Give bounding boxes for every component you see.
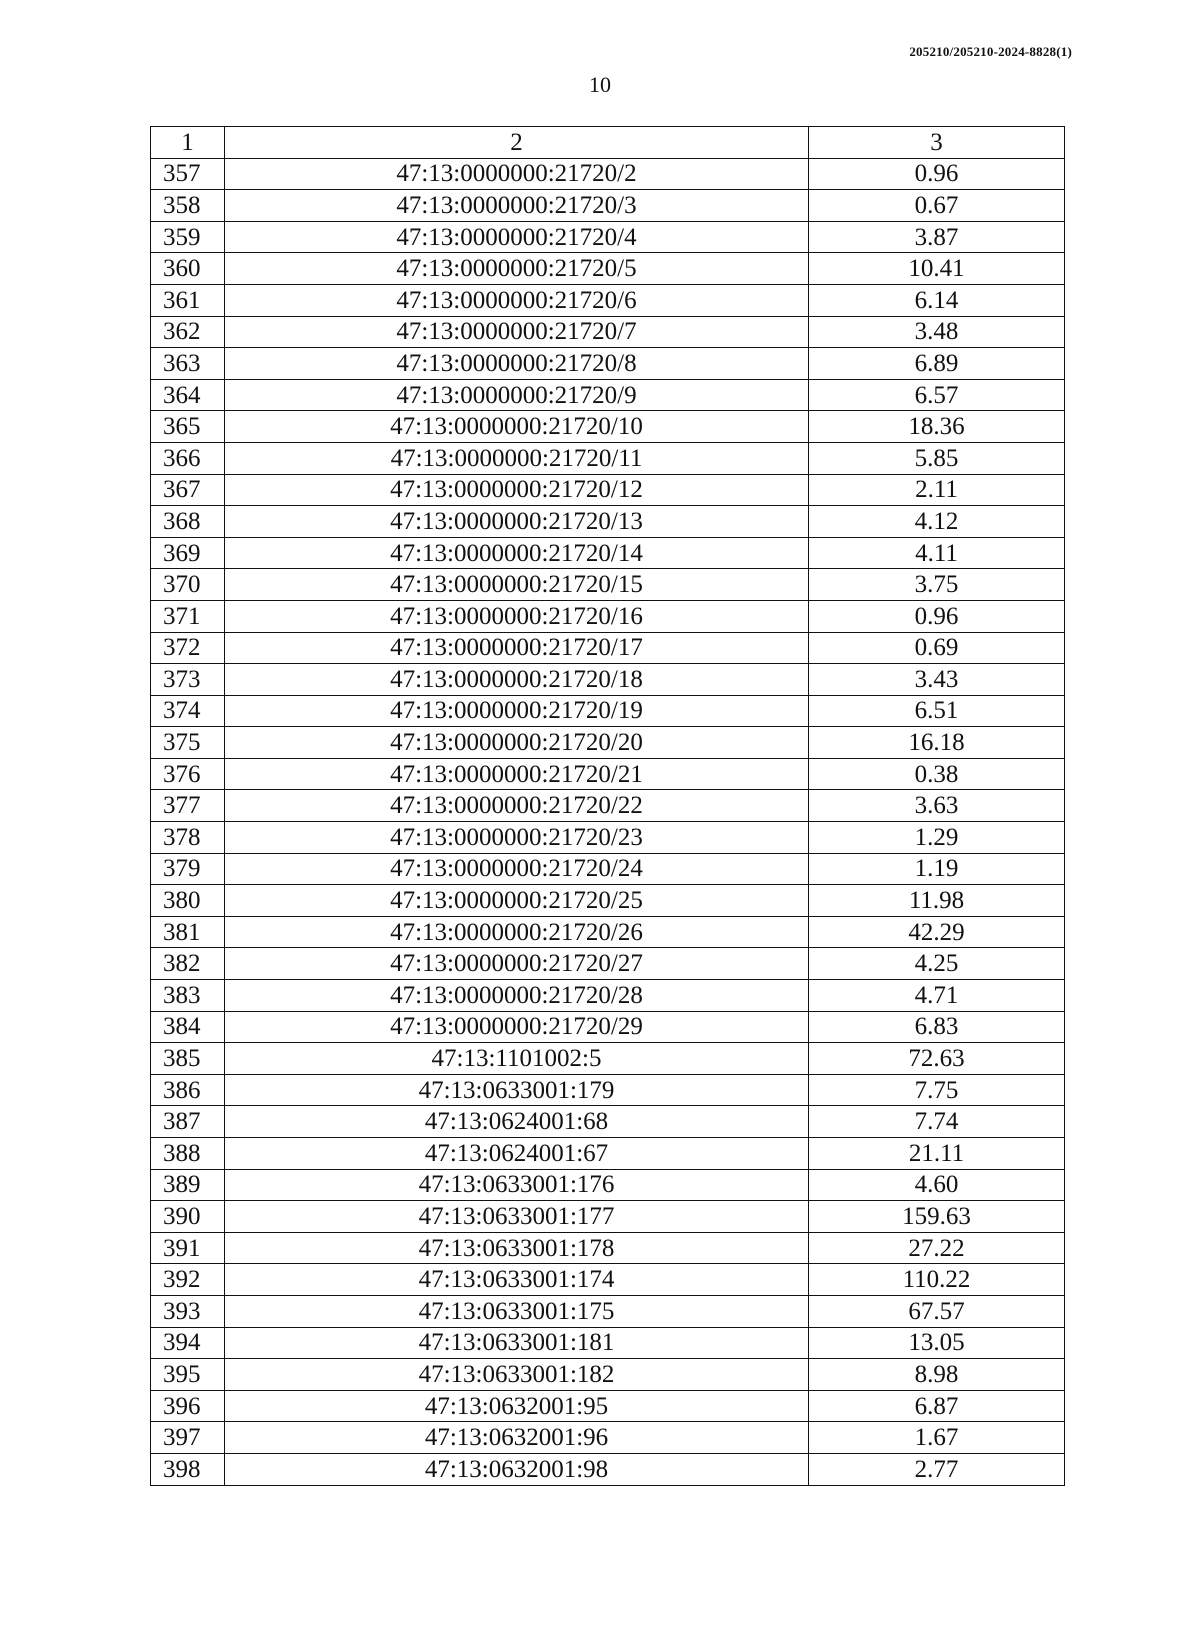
cadastral-number: 47:13:0000000:21720/12 <box>225 474 809 506</box>
column-header-1: 1 <box>151 127 225 159</box>
table-row <box>151 1359 1065 1391</box>
row-number: 390 <box>151 1201 225 1233</box>
parcel-table <box>150 126 1065 1486</box>
table-row <box>151 1074 1065 1106</box>
area-value: 1.67 <box>809 1422 1065 1454</box>
table-row <box>151 916 1065 948</box>
row-number: 362 <box>151 316 225 348</box>
cadastral-number: 47:13:0000000:21720/16 <box>225 600 809 632</box>
row-number: 395 <box>151 1359 225 1391</box>
table-row <box>151 885 1065 917</box>
table-row <box>151 537 1065 569</box>
row-number: 383 <box>151 980 225 1012</box>
cadastral-number: 47:13:0000000:21720/4 <box>225 221 809 253</box>
cadastral-number: 47:13:0000000:21720/29 <box>225 1011 809 1043</box>
area-value: 0.38 <box>809 758 1065 790</box>
cadastral-number: 47:13:0000000:21720/28 <box>225 980 809 1012</box>
cadastral-number: 47:13:0632001:98 <box>225 1453 809 1485</box>
area-value: 18.36 <box>809 411 1065 443</box>
area-value: 3.43 <box>809 664 1065 696</box>
row-number: 386 <box>151 1074 225 1106</box>
row-number: 370 <box>151 569 225 601</box>
row-number: 359 <box>151 221 225 253</box>
table-row <box>151 506 1065 538</box>
row-number: 357 <box>151 158 225 190</box>
cadastral-number: 47:13:0624001:67 <box>225 1138 809 1170</box>
table-row <box>151 1201 1065 1233</box>
row-number: 361 <box>151 284 225 316</box>
cadastral-number: 47:13:0000000:21720/7 <box>225 316 809 348</box>
row-number: 366 <box>151 442 225 474</box>
cadastral-number: 47:13:0000000:21720/10 <box>225 411 809 443</box>
cadastral-number: 47:13:0000000:21720/5 <box>225 253 809 285</box>
cadastral-number: 47:13:0633001:174 <box>225 1264 809 1296</box>
row-number: 365 <box>151 411 225 443</box>
area-value: 6.14 <box>809 284 1065 316</box>
table-row <box>151 1295 1065 1327</box>
cadastral-number: 47:13:0633001:175 <box>225 1295 809 1327</box>
row-number: 378 <box>151 822 225 854</box>
table-row <box>151 1138 1065 1170</box>
cadastral-number: 47:13:0000000:21720/19 <box>225 695 809 727</box>
area-value: 11.98 <box>809 885 1065 917</box>
table-row <box>151 569 1065 601</box>
row-number: 381 <box>151 916 225 948</box>
area-value: 6.57 <box>809 379 1065 411</box>
table-row <box>151 1422 1065 1454</box>
cadastral-number: 47:13:0000000:21720/24 <box>225 853 809 885</box>
area-value: 110.22 <box>809 1264 1065 1296</box>
cadastral-number: 47:13:0633001:179 <box>225 1074 809 1106</box>
row-number: 375 <box>151 727 225 759</box>
area-value: 7.75 <box>809 1074 1065 1106</box>
area-value: 0.96 <box>809 600 1065 632</box>
area-value: 0.96 <box>809 158 1065 190</box>
cadastral-number: 47:13:0632001:96 <box>225 1422 809 1454</box>
page-number: 10 <box>589 72 611 97</box>
table-row <box>151 221 1065 253</box>
cadastral-number: 47:13:0000000:21720/21 <box>225 758 809 790</box>
row-number: 382 <box>151 948 225 980</box>
area-value: 0.69 <box>809 632 1065 664</box>
cadastral-number: 47:13:0633001:181 <box>225 1327 809 1359</box>
table-row <box>151 284 1065 316</box>
cadastral-number: 47:13:0000000:21720/13 <box>225 506 809 538</box>
cadastral-number: 47:13:0000000:21720/9 <box>225 379 809 411</box>
area-value: 3.63 <box>809 790 1065 822</box>
cadastral-number: 47:13:0000000:21720/22 <box>225 790 809 822</box>
row-number: 367 <box>151 474 225 506</box>
area-value: 16.18 <box>809 727 1065 759</box>
row-number: 358 <box>151 190 225 222</box>
cadastral-number: 47:13:0000000:21720/25 <box>225 885 809 917</box>
row-number: 387 <box>151 1106 225 1138</box>
area-value: 7.74 <box>809 1106 1065 1138</box>
document-reference: 205210/205210-2024-8828(1) <box>909 44 1072 59</box>
column-header-2: 2 <box>225 127 809 159</box>
area-value: 2.77 <box>809 1453 1065 1485</box>
row-number: 369 <box>151 537 225 569</box>
row-number: 368 <box>151 506 225 538</box>
row-number: 374 <box>151 695 225 727</box>
table-row <box>151 190 1065 222</box>
cadastral-number: 47:13:0000000:21720/3 <box>225 190 809 222</box>
area-value: 72.63 <box>809 1043 1065 1075</box>
area-value: 3.87 <box>809 221 1065 253</box>
area-value: 27.22 <box>809 1232 1065 1264</box>
table-row <box>151 1327 1065 1359</box>
table-row <box>151 758 1065 790</box>
column-header-3: 3 <box>809 127 1065 159</box>
row-number: 394 <box>151 1327 225 1359</box>
row-number: 377 <box>151 790 225 822</box>
row-number: 364 <box>151 379 225 411</box>
area-value: 4.71 <box>809 980 1065 1012</box>
cadastral-number: 47:13:0633001:176 <box>225 1169 809 1201</box>
row-number: 379 <box>151 853 225 885</box>
area-value: 13.05 <box>809 1327 1065 1359</box>
table-row <box>151 822 1065 854</box>
cadastral-number: 47:13:0000000:21720/26 <box>225 916 809 948</box>
cadastral-number: 47:13:0633001:177 <box>225 1201 809 1233</box>
row-number: 376 <box>151 758 225 790</box>
area-value: 3.48 <box>809 316 1065 348</box>
table-row <box>151 1232 1065 1264</box>
area-value: 4.25 <box>809 948 1065 980</box>
row-number: 389 <box>151 1169 225 1201</box>
cadastral-number: 47:13:0000000:21720/20 <box>225 727 809 759</box>
table-row <box>151 411 1065 443</box>
table-row <box>151 1390 1065 1422</box>
cadastral-number: 47:13:0000000:21720/17 <box>225 632 809 664</box>
table-row <box>151 1169 1065 1201</box>
table-row <box>151 695 1065 727</box>
table-row <box>151 1043 1065 1075</box>
table-row <box>151 1264 1065 1296</box>
cadastral-number: 47:13:0632001:95 <box>225 1390 809 1422</box>
area-value: 4.11 <box>809 537 1065 569</box>
area-value: 6.89 <box>809 348 1065 380</box>
table-row <box>151 158 1065 190</box>
table-row <box>151 600 1065 632</box>
area-value: 8.98 <box>809 1359 1065 1391</box>
table-row <box>151 474 1065 506</box>
table-row <box>151 316 1065 348</box>
area-value: 6.51 <box>809 695 1065 727</box>
cadastral-number: 47:13:0000000:21720/8 <box>225 348 809 380</box>
row-number: 371 <box>151 600 225 632</box>
table-row <box>151 1106 1065 1138</box>
table-row <box>151 442 1065 474</box>
table-row <box>151 727 1065 759</box>
area-value: 1.19 <box>809 853 1065 885</box>
cadastral-number: 47:13:0000000:21720/15 <box>225 569 809 601</box>
table-row <box>151 632 1065 664</box>
row-number: 398 <box>151 1453 225 1485</box>
area-value: 42.29 <box>809 916 1065 948</box>
cadastral-number: 47:13:0000000:21720/27 <box>225 948 809 980</box>
cadastral-number: 47:13:0633001:182 <box>225 1359 809 1391</box>
area-value: 3.75 <box>809 569 1065 601</box>
cadastral-number: 47:13:0633001:178 <box>225 1232 809 1264</box>
area-value: 10.41 <box>809 253 1065 285</box>
row-number: 372 <box>151 632 225 664</box>
table-row <box>151 253 1065 285</box>
cadastral-number: 47:13:1101002:5 <box>225 1043 809 1075</box>
table-row <box>151 980 1065 1012</box>
row-number: 396 <box>151 1390 225 1422</box>
row-number: 385 <box>151 1043 225 1075</box>
area-value: 67.57 <box>809 1295 1065 1327</box>
row-number: 363 <box>151 348 225 380</box>
row-number: 384 <box>151 1011 225 1043</box>
table-row <box>151 1011 1065 1043</box>
row-number: 392 <box>151 1264 225 1296</box>
area-value: 4.12 <box>809 506 1065 538</box>
table-row <box>151 790 1065 822</box>
area-value: 5.85 <box>809 442 1065 474</box>
row-number: 391 <box>151 1232 225 1264</box>
cadastral-number: 47:13:0624001:68 <box>225 1106 809 1138</box>
cadastral-number: 47:13:0000000:21720/23 <box>225 822 809 854</box>
area-value: 1.29 <box>809 822 1065 854</box>
table-row <box>151 853 1065 885</box>
table-row <box>151 1453 1065 1485</box>
cadastral-number: 47:13:0000000:21720/11 <box>225 442 809 474</box>
area-value: 0.67 <box>809 190 1065 222</box>
table-row <box>151 948 1065 980</box>
table-body <box>151 158 1065 1485</box>
row-number: 397 <box>151 1422 225 1454</box>
area-value: 6.83 <box>809 1011 1065 1043</box>
area-value: 2.11 <box>809 474 1065 506</box>
area-value: 4.60 <box>809 1169 1065 1201</box>
cadastral-number: 47:13:0000000:21720/18 <box>225 664 809 696</box>
row-number: 393 <box>151 1295 225 1327</box>
area-value: 21.11 <box>809 1138 1065 1170</box>
cadastral-number: 47:13:0000000:21720/14 <box>225 537 809 569</box>
table-header-row <box>151 127 1065 159</box>
area-value: 159.63 <box>809 1201 1065 1233</box>
cadastral-number: 47:13:0000000:21720/6 <box>225 284 809 316</box>
table-row <box>151 664 1065 696</box>
row-number: 373 <box>151 664 225 696</box>
table-row <box>151 348 1065 380</box>
cadastral-number: 47:13:0000000:21720/2 <box>225 158 809 190</box>
area-value: 6.87 <box>809 1390 1065 1422</box>
table-row <box>151 379 1065 411</box>
row-number: 388 <box>151 1138 225 1170</box>
row-number: 380 <box>151 885 225 917</box>
row-number: 360 <box>151 253 225 285</box>
